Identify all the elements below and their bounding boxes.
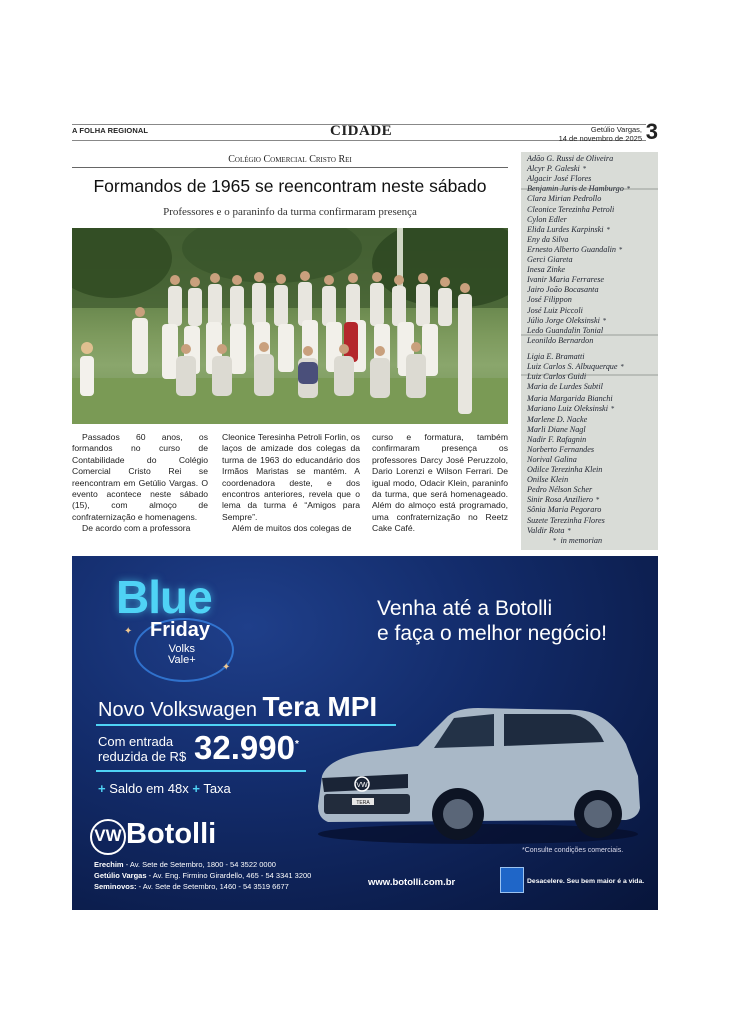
address-city: Erechim (94, 860, 124, 869)
graduate-name (527, 404, 614, 413)
graduate-name (527, 174, 591, 183)
saldo-label: Saldo em 48x (109, 781, 189, 796)
graduate-name (527, 225, 610, 234)
graduate-name-text: Nadir F. Rafagnin (527, 434, 587, 444)
graduate-name-text: Cleonice Terezinha Petroli (527, 204, 615, 214)
graduate-name (527, 255, 573, 264)
website-link[interactable]: www.botolli.com.br (368, 877, 456, 888)
traffic-safety-seal-icon (500, 867, 524, 893)
brand-name: Botolli (126, 818, 217, 850)
graduate-name-text: Gerci Giareta (527, 255, 573, 264)
graduate-name (527, 526, 571, 535)
publication-name: A FOLHA REGIONAL (72, 126, 149, 135)
kicker-rule (72, 167, 508, 168)
graduate-name (527, 516, 605, 525)
graduate-name-text: José Luiz Piccoli (527, 305, 583, 315)
group-photo-illustration (72, 228, 508, 424)
disclaimer-text: *Consulte condições comerciais. (522, 847, 624, 854)
graduate-name (527, 316, 606, 325)
plus-icon: + (98, 781, 106, 796)
graduate-name-text: Pedro Nélson Scher (527, 485, 593, 495)
car-image (308, 696, 648, 856)
graduate-name-text: Ivanir Maria Ferrarese (527, 275, 605, 285)
graduate-name (527, 372, 586, 381)
graduate-name (527, 205, 614, 214)
vw-logo-icon (90, 819, 126, 855)
price-amount: 32.990 (194, 729, 295, 766)
graduate-name (527, 295, 572, 304)
graduate-name-text: Algacir José Flores (527, 174, 592, 184)
botolli-advertisement[interactable] (72, 556, 658, 910)
article-paragraph: Cleonice Teresinha Petroli Forlin, os laços de amizade dos colegas da turma de 1963 do educandário dos Irmãos Maristas se mantém. A coordenadora deste, e dos encontros anteriores, revela que o lema da turma é “Amigos para Sempre”. (222, 432, 360, 522)
memoriam-star-icon: * (620, 363, 625, 371)
graduate-name-text: Júlio Jorge Oleksinski (527, 315, 600, 325)
article-column-3 (372, 432, 508, 535)
graduate-name (527, 215, 567, 224)
graduate-name (527, 235, 568, 244)
graduate-name-text: Marli Diane Nagl (527, 424, 586, 434)
graduate-name (527, 326, 603, 335)
graduate-name-text: Suzete Terezinha Flores (527, 515, 605, 525)
address-city: Seminovos: (94, 882, 137, 891)
graduate-name (527, 425, 586, 434)
graduate-name (527, 394, 613, 403)
graduate-name (527, 154, 613, 163)
graduate-name-text: Inesa Zinke (527, 265, 565, 275)
price-value (194, 729, 299, 767)
graduate-name (527, 495, 599, 504)
graduate-name-text: Maria Margarida Bianchi (527, 394, 613, 404)
address-line (94, 859, 311, 870)
article-kicker: Colégio Comercial Cristo Rei (228, 154, 352, 165)
car-model-prefix: Novo Volkswagen (98, 699, 257, 721)
article-column-1 (72, 432, 208, 535)
address-detail: - Av. Sete de Setembro, 1460 - 54 3519 6677 (136, 882, 289, 891)
graduate-name (527, 362, 624, 371)
saldo-line (98, 781, 231, 796)
ad-headline-line-1: Venha até a Botolli (377, 597, 553, 620)
blue-friday-title: Blue (116, 571, 212, 623)
ad-headline-line-2: e faça o melhor negócio! (377, 622, 607, 645)
memoriam-star-icon: * (602, 316, 607, 325)
graduate-name-text: Cylon Edler (527, 214, 567, 224)
graduate-name (527, 184, 630, 193)
graduate-name-text: Valdir Rota (527, 525, 565, 535)
group-photo (72, 228, 508, 424)
graduate-name-text: Sônia Maria Pegoraro (527, 505, 602, 515)
graduate-name (527, 265, 565, 274)
graduate-name (527, 465, 602, 474)
memoriam-legend (553, 536, 602, 545)
page-number: 3 (645, 119, 658, 144)
volks-vale-badge (168, 644, 196, 666)
price-asterisk: * (294, 739, 299, 750)
graduate-name-text: Elida Lurdes Karpinski (527, 224, 604, 234)
entrada-line-2: reduzida de R$ (98, 749, 187, 764)
blue-friday-subtitle: Friday (150, 619, 211, 641)
graduate-name-text: Ligia E. Bramatti (527, 351, 585, 361)
graduate-name-text: Clara Mirian Pedrollo (527, 194, 602, 204)
graduate-name-text: Onilse Klein (527, 475, 569, 485)
graduate-name (527, 455, 577, 464)
graduate-name (527, 415, 587, 424)
ad-headline (377, 596, 607, 646)
safety-slogan: Desacelere. Seu bem maior é a vida. (527, 878, 645, 885)
entrada-line-1: Com entrada (98, 734, 174, 749)
address-line (94, 870, 311, 881)
vw-logo-glyph: VW (94, 826, 122, 845)
article-paragraph: Além de muitos dos colegas de (232, 523, 352, 534)
graduate-name-text: Mariano Luiz Oleksinski (527, 404, 608, 414)
address-line (94, 881, 311, 892)
memoriam-star-icon: * (553, 537, 557, 545)
article-column-2 (222, 432, 360, 535)
graduate-name-text: Sinir Rosa Anziliero (527, 495, 593, 505)
address-detail: - Av. Eng. Firmino Girardello, 465 - 54 3341 3200 (146, 871, 312, 880)
graduate-name-text: Ernesto Alberto Guandalin (527, 244, 616, 254)
article-subheadline: Professores e o paraninfo da turma confirmaram presença (163, 206, 417, 218)
section-title: CIDADE (330, 123, 393, 139)
volks-label: Volks (168, 643, 195, 655)
graduates-list (521, 152, 658, 550)
graduate-name (527, 275, 604, 284)
graduate-name-text: Norberto Fernandes (527, 444, 595, 454)
article-paragraph: curso e formatura, também confirmaram presença os professores Darcy José Peruzzolo, Dario Lorenzi e Wilson Ferrari. De igual modo, Odacir Klein, paraninfo da turma, que será homenageado. Além do almoço está programado, uma confraternização no Reetz Cake Café. (372, 432, 508, 534)
article-paragraph: Passados 60 anos, os formandos no curso de Contabilidade do Colégio Comercial Cristo Rei se reencontram em Getúlio Vargas. O evento acontece neste sábado (15), com almoço de confraternização e homenagens. (72, 432, 208, 522)
sparkle-icon: ✦ (222, 662, 231, 673)
graduate-name (527, 285, 599, 294)
plus-icon: + (192, 781, 200, 796)
address-city: Getúlio Vargas (94, 871, 147, 880)
taxa-label: Taxa (203, 781, 231, 796)
graduate-name (527, 336, 593, 345)
graduate-name-text: Marlene D. Nacke (527, 414, 588, 424)
graduate-name-text: Leonildo Bernardon (527, 335, 594, 345)
vw-badge-glyph: VW (356, 782, 368, 789)
memoriam-star-icon: * (606, 225, 611, 234)
graduate-name (527, 475, 568, 484)
entrada-label (98, 734, 186, 764)
graduate-name-text: Luiz Carlos Guidi (527, 372, 587, 382)
article-headline: Formandos de 1965 se reencontram neste sábado (93, 176, 487, 196)
article-paragraph: De acordo com a professora (82, 523, 191, 534)
graduate-name-text: Adão G. Russi de Oliveira (527, 154, 614, 163)
graduate-name-text: Odilce Terezinha Klein (527, 465, 603, 474)
memoriam-star-icon: * (619, 245, 623, 254)
vale-label: Vale+ (168, 654, 196, 666)
graduate-name-text: Norival Galina (527, 454, 577, 464)
graduate-name-text: Jairo João Bocasanta (527, 285, 599, 295)
sparkle-icon: ✦ (124, 626, 133, 637)
memoriam-label: in memorian (560, 536, 603, 545)
license-plate: TERA (356, 800, 370, 806)
memoriam-star-icon: * (626, 185, 631, 194)
memoriam-star-icon: * (567, 526, 572, 535)
dateline-location: Getúlio Vargas, (590, 125, 642, 134)
graduate-name (527, 445, 594, 454)
dealer-addresses (94, 859, 311, 892)
graduate-name (527, 352, 585, 361)
car-model-name: Tera MPI (262, 691, 378, 722)
address-detail: - Av. Sete de Setembro, 1800 - 54 3522 0000 (123, 860, 276, 869)
graduate-name-text: Maria de Lurdes Subtil (527, 382, 603, 392)
price-rule (96, 770, 306, 772)
graduate-name (527, 245, 623, 254)
graduate-name-text: Alcyr P. Galeski (527, 164, 580, 174)
memoriam-star-icon: * (595, 496, 600, 505)
graduate-name-text: José Filippon (527, 295, 572, 305)
graduate-name (527, 306, 583, 315)
graduate-name (527, 382, 603, 391)
graduate-name (527, 194, 601, 203)
graduate-name (527, 164, 586, 173)
graduate-name (527, 435, 586, 444)
memoriam-star-icon: * (610, 405, 615, 414)
graduate-name-text: Ledo Guandalin Tonial (527, 325, 604, 335)
memoriam-star-icon: * (582, 165, 587, 174)
dateline-date: 14 de novembro de 2025 (558, 134, 642, 143)
dateline (559, 125, 642, 143)
graduate-name (527, 485, 592, 494)
page-header (72, 121, 658, 145)
graduate-name (527, 505, 601, 514)
graduate-name-text: Luiz Carlos S. Albuquerque (527, 362, 618, 371)
graduate-name-text: Eny da Silva (527, 234, 569, 244)
graduate-name-text: Benjamin Juris de Hamburgo (527, 184, 624, 194)
